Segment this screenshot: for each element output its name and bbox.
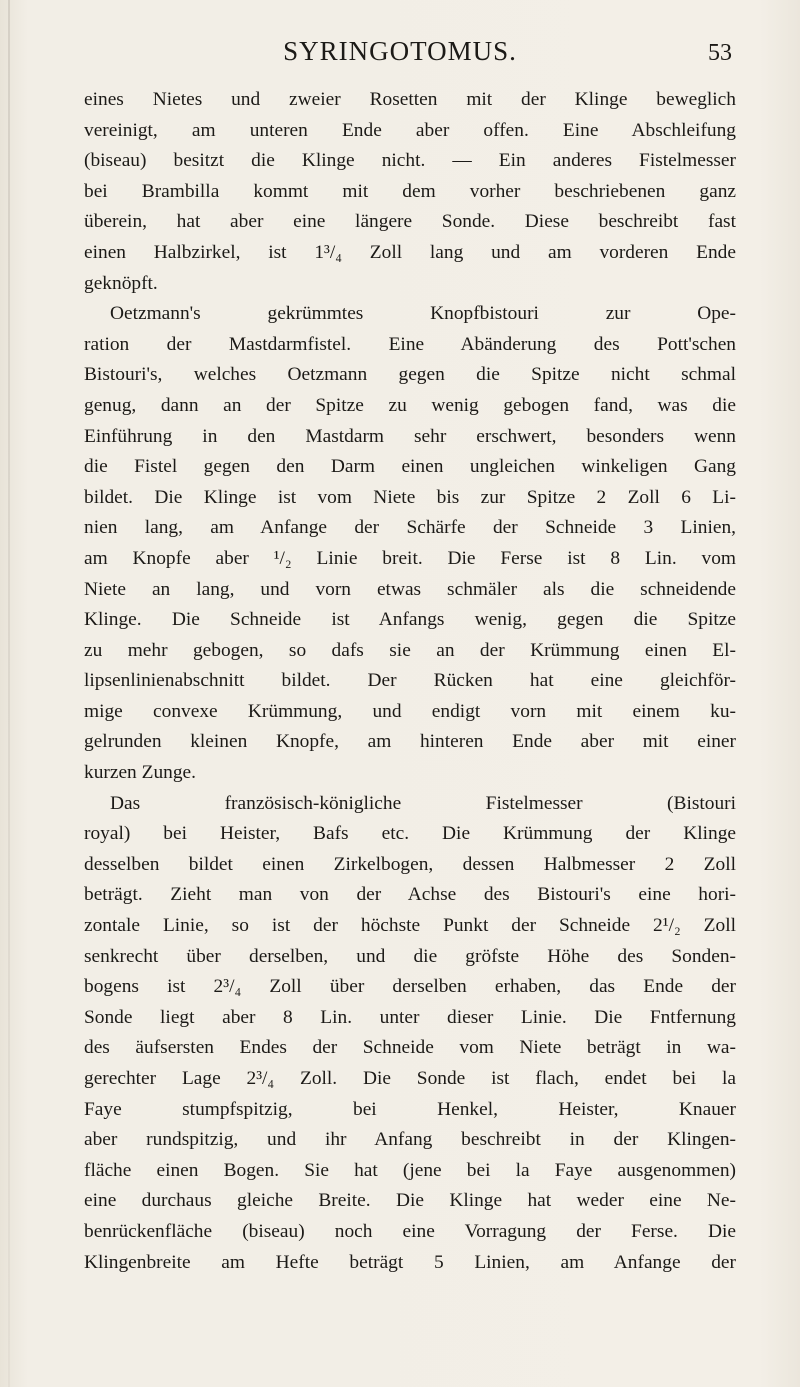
text-line: geknöpft. xyxy=(84,272,158,294)
text-line: nien lang, am Anfange der Schärfe der Schneide 3 Linien, xyxy=(84,517,736,539)
text-line: Klinge. Die Schneide ist Anfangs wenig, gegen die Spitze xyxy=(84,609,736,631)
text-line: lipsenlinienabschnitt bildet. Der Rücken hat eine gleichför- xyxy=(84,670,736,692)
text-line: royal) bei Heister, Bafs etc. Die Krümmung der Klinge xyxy=(84,823,736,845)
text-line: Einführung in den Mastdarm sehr erschwert, besonders wenn xyxy=(84,425,736,447)
text-line: bei Brambilla kommt mit dem vorher beschriebenen ganz xyxy=(84,180,736,202)
text-line: kurzen Zunge. xyxy=(84,762,196,784)
text-line: Bistouri's, welches Oetzmann gegen die Spitze nicht schmal xyxy=(84,364,736,386)
page-header xyxy=(0,36,800,76)
text-line: zontale Linie, so ist der höchste Punkt der Schneide 2¹/₂ Zoll xyxy=(84,915,736,937)
text-line: senkrecht über derselben, und die gröfste Höhe des Sonden- xyxy=(84,945,736,967)
text-line: gelrunden kleinen Knopfe, am hinteren Ende aber mit einer xyxy=(84,731,736,753)
running-title: SYRINGOTOMUS. xyxy=(283,36,517,66)
text-line: ration der Mastdarmfistel. Eine Abänderung des Pott'schen xyxy=(84,333,736,355)
page-edge-shadow xyxy=(8,0,10,1387)
text-line: eines Nietes und zweier Rosetten mit der Klinge beweglich xyxy=(84,89,736,110)
text-line: einen Halbzirkel, ist 1³/₄ Zoll lang und am vorderen Ende xyxy=(84,241,736,263)
text-line: beträgt. Zieht man von der Achse des Bistouri's eine hori- xyxy=(84,884,736,906)
text-line: mige convexe Krümmung, und endigt vorn mit einem ku- xyxy=(84,700,736,722)
text-line: am Knopfe aber ¹/₂ Linie breit. Die Ferse ist 8 Lin. vom xyxy=(84,547,736,569)
section-heading-line: Oetzmann's gekrümmtes Knopfbistouri zur Ope- xyxy=(110,303,736,325)
text-line: bogens ist 2³/₄ Zoll über derselben erhaben, das Ende der xyxy=(84,976,736,998)
page-number: 53 xyxy=(708,40,732,66)
text-line: Sonde liegt aber 8 Lin. unter dieser Linie. Die Fntfernung xyxy=(84,1006,736,1028)
text-line: vereinigt, am unteren Ende aber offen. Eine Abschleifung xyxy=(84,119,736,141)
text-line: des äufsersten Endes der Schneide vom Niete beträgt in wa- xyxy=(84,1037,736,1059)
text-line: eine durchaus gleiche Breite. Die Klinge hat weder eine Ne- xyxy=(84,1190,736,1212)
text-line: (biseau) besitzt die Klinge nicht. — Ein anderes Fistelmesser xyxy=(84,150,736,172)
text-line: Niete an lang, und vorn etwas schmäler als die schneidende xyxy=(84,578,736,600)
text-line: genug, dann an der Spitze zu wenig gebogen fand, was die xyxy=(84,394,736,416)
text-line: benrückenfläche (biseau) noch eine Vorragung der Ferse. Die xyxy=(84,1220,736,1242)
text-line: desselben bildet einen Zirkelbogen, dessen Halbmesser 2 Zoll xyxy=(84,853,736,875)
body-text xyxy=(84,85,736,1278)
section-heading-line: Das französisch-königliche Fistelmesser (Bistouri xyxy=(110,792,736,814)
text-line: überein, hat aber eine längere Sonde. Diese beschreibt fast xyxy=(84,211,736,233)
text-line: bildet. Die Klinge ist vom Niete bis zur Spitze 2 Zoll 6 Li- xyxy=(84,486,736,508)
text-line: fläche einen Bogen. Sie hat (jene bei la Faye ausgenommen) xyxy=(84,1159,736,1181)
text-line: Klingenbreite am Hefte beträgt 5 Linien, am Anfange der xyxy=(84,1251,736,1273)
text-line: gerechter Lage 2³/₄ Zoll. Die Sonde ist flach, endet bei la xyxy=(84,1068,736,1089)
text-line: die Fistel gegen den Darm einen ungleichen winkeligen Gang xyxy=(84,456,736,478)
text-line: aber rundspitzig, und ihr Anfang beschreibt in der Klingen- xyxy=(84,1129,736,1151)
text-line: Faye stumpfspitzig, bei Henkel, Heister, Knauer xyxy=(84,1098,736,1120)
text-line: zu mehr gebogen, so dafs sie an der Krümmung einen El- xyxy=(84,639,736,661)
